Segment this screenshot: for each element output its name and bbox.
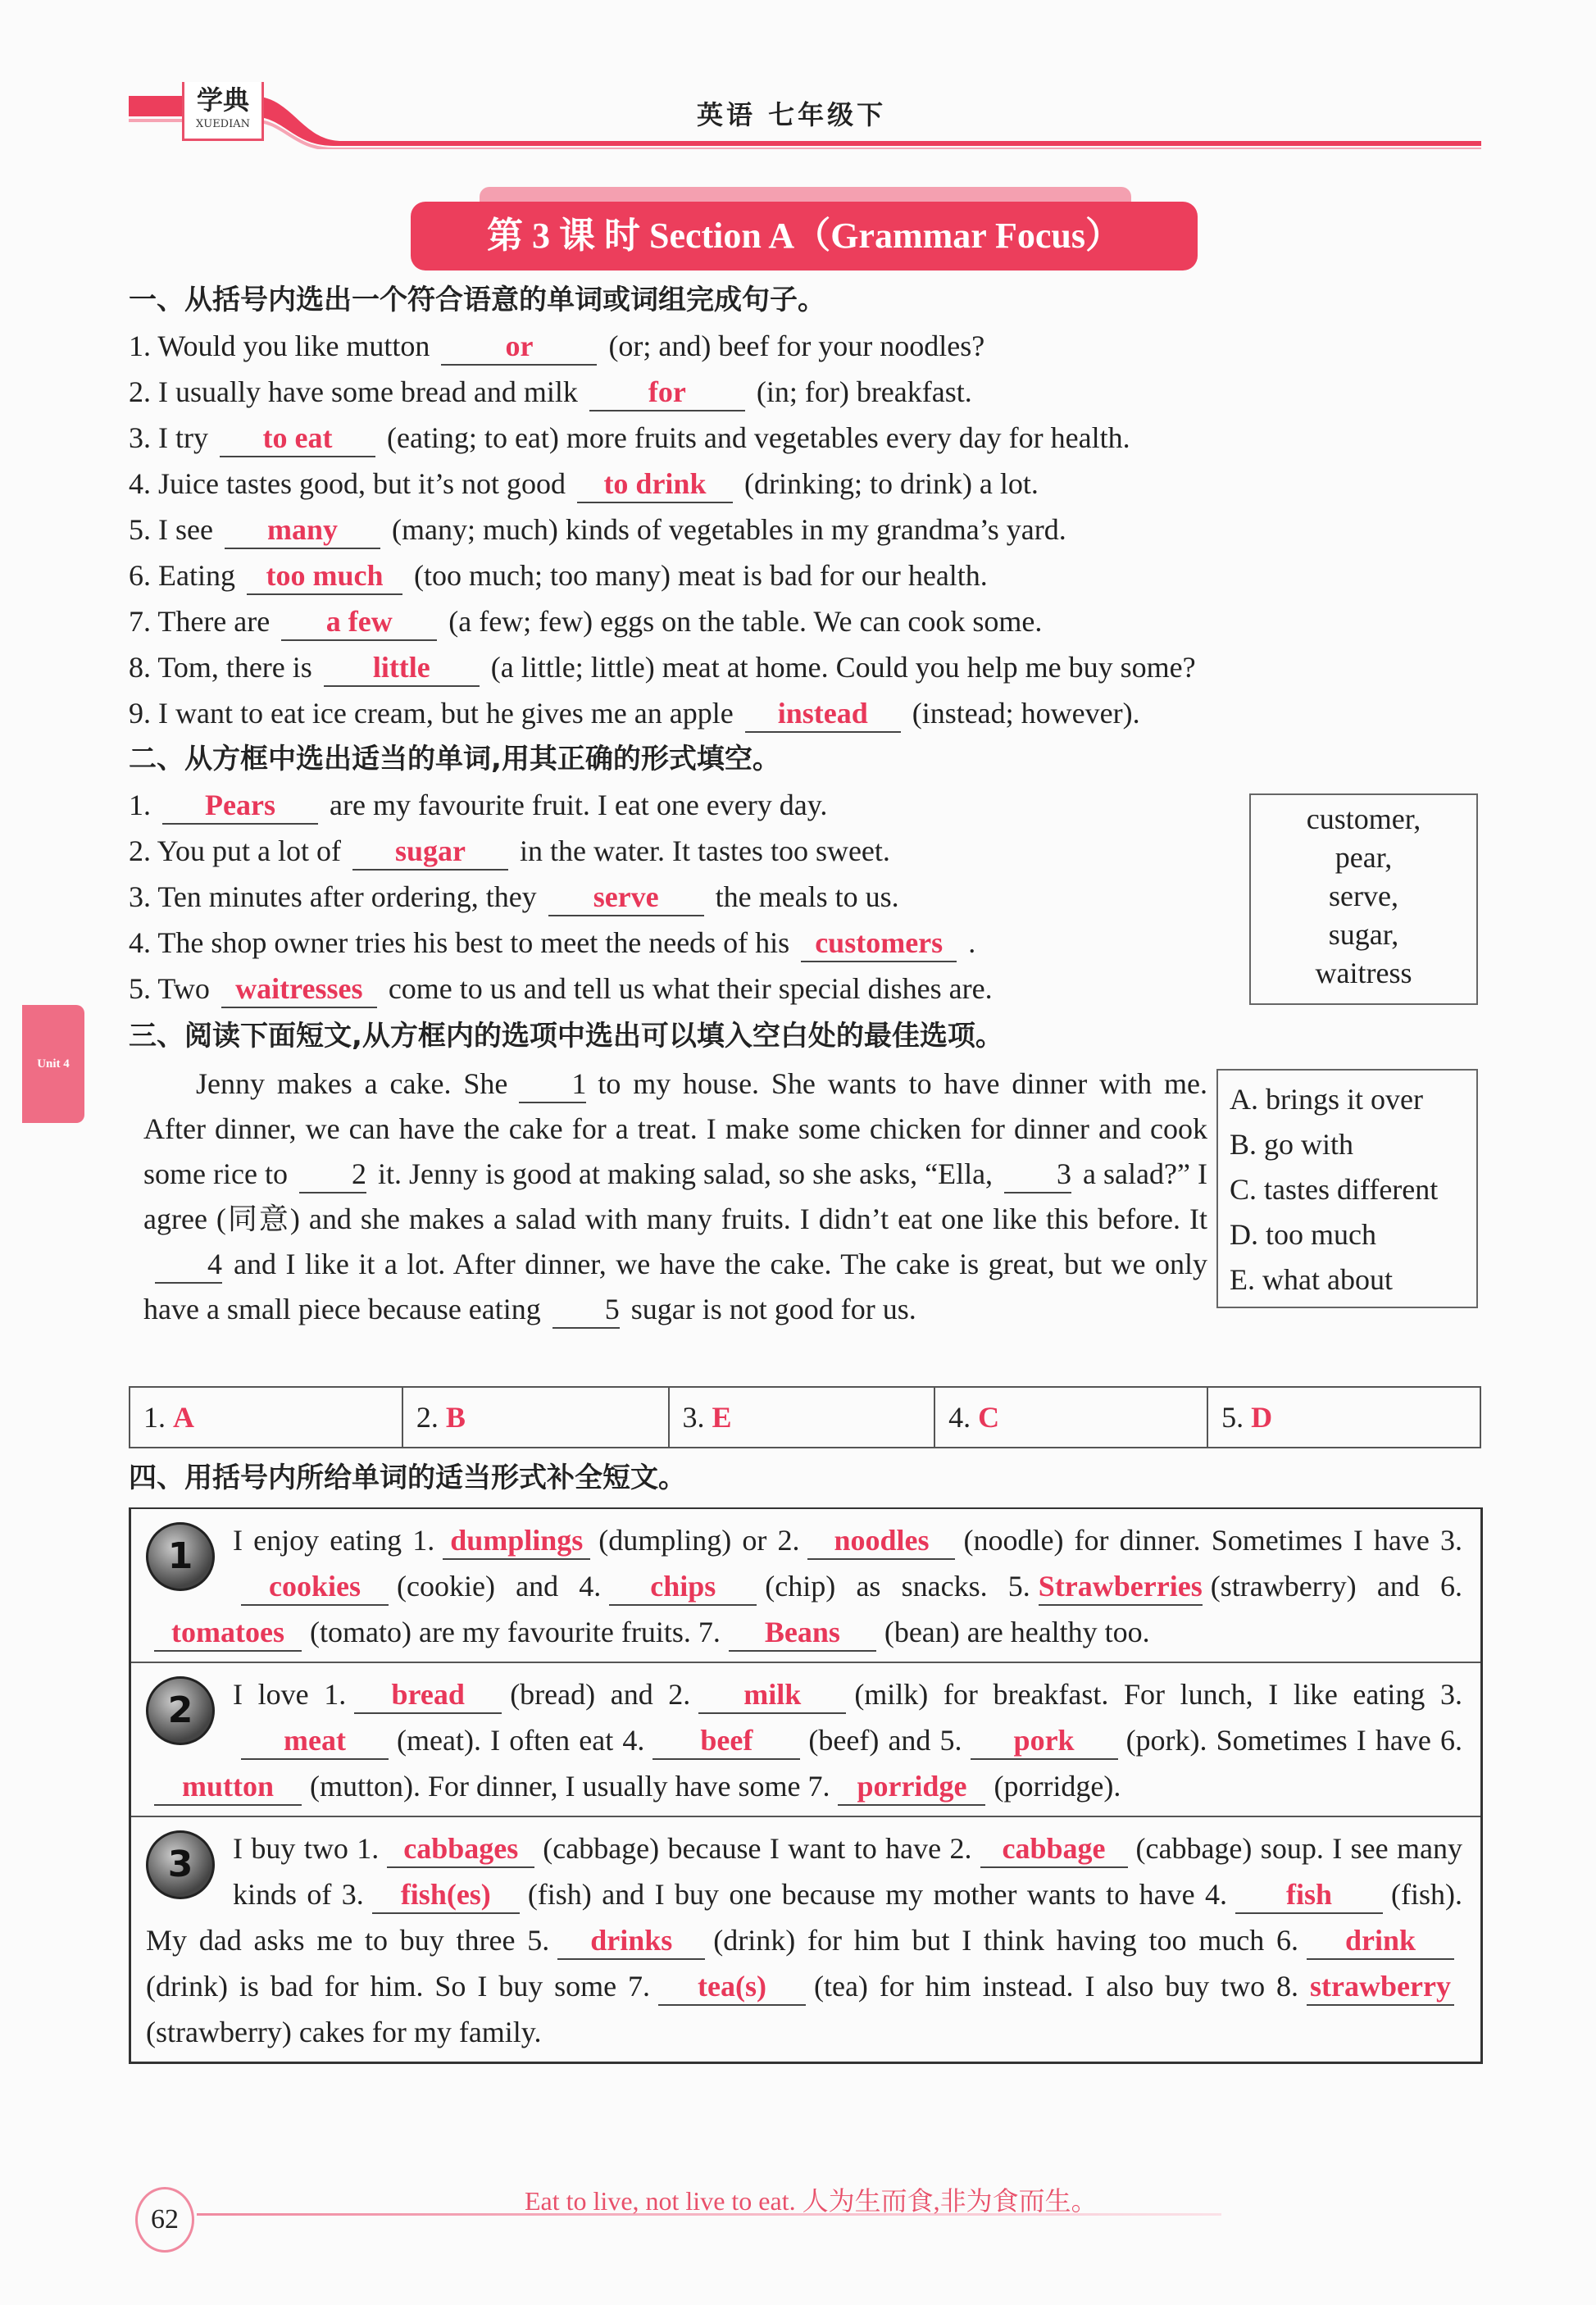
text-segment: 5. Two [129,972,210,1005]
text-segment: . [968,926,976,959]
page-number: 62 [135,2187,194,2253]
word-option: waitress [1315,957,1412,989]
answer-blank: Strawberries [1039,1568,1203,1606]
text-segment: (tomato) are my favourite fruits. 7. [310,1616,721,1648]
answer-cell [402,1387,669,1448]
answer-blank: waitresses [221,971,377,1008]
text-segment: Jenny makes a cake. She [196,1067,508,1100]
text-segment: (bean) are healthy too. [884,1616,1150,1648]
text-segment: (too much; too many) meat is bad for our health. [413,559,988,592]
word-option: pear, [1335,841,1393,874]
logo-subtext: XUEDIAN [195,118,251,130]
text-segment: 2. You put a lot of [129,834,342,867]
answer-blank: milk [698,1676,846,1714]
question-line [129,323,984,369]
logo-text: 学典 [196,84,249,116]
passages-box [129,1507,1483,2064]
answer-blank: chips [609,1568,757,1606]
word-option: customer, [1306,802,1421,835]
text-segment: 8. Tom, there is [129,651,312,684]
answer-number: 4. [948,1401,971,1434]
answer-blank: Beans [729,1614,876,1652]
text-segment: 5. I see [129,513,213,546]
question-line [129,461,1039,507]
section2-heading: 二、从方框中选出适当的单词,用其正确的形式填空。 [129,743,780,775]
question-line [129,507,1066,552]
text-segment: 3. Ten minutes after ordering, they [129,880,537,913]
question-line [129,920,975,966]
question-line [129,782,827,828]
text-segment: 1. [129,789,151,821]
answer-table [129,1386,1481,1448]
answer-letter: C [978,1401,1000,1434]
text-segment: (tea) for him instead. I also buy two 8. [813,1970,1298,2003]
answer-cell [130,1387,402,1448]
text-segment: (fish). My dad asks me to buy three 5. [146,1878,1463,1957]
answer-blank: fish(es) [372,1876,520,1914]
text-segment: (or; and) beef for your noodles? [608,330,985,362]
word-box [1249,793,1478,1005]
text-segment: (noodle) for dinner. Sometimes I have 3. [963,1524,1462,1557]
answer-blank: to drink [577,466,733,503]
word-option: serve, [1329,880,1398,912]
text-segment: (eating; to eat) more fruits and vegetables every day for health. [386,421,1130,454]
text-segment: to my house. She wants to have dinner with me. After dinner, we can have the cake for a treat. I make some chicken for dinner and cook some rice to [143,1067,1207,1190]
answer-blank: too much [247,557,402,595]
text-segment: (pork). Sometimes I have 6. [1125,1724,1462,1757]
answer-letter: D [1251,1401,1273,1434]
answer-blank: customers [801,925,957,962]
answer-blank: instead [745,695,901,733]
text-segment: a salad?” I agree (同意) and she makes a salad with many fruits. I didn’t eat one like this before. It [143,1157,1207,1235]
text-segment: are my favourite fruit. I eat one every day. [330,789,828,821]
text-segment: and I like it a lot. After dinner, we have the cake. The cake is great, but we only have a small piece because eating [143,1248,1207,1325]
text-segment: in the water. It tastes too sweet. [520,834,890,867]
text-segment: (cabbage) because I want to have 2. [543,1832,972,1865]
text-segment: (fish) and I buy one because my mother wants to have 4. [527,1878,1228,1911]
answer-blank: Pears [162,787,318,825]
text-segment: (instead; however). [912,697,1140,730]
answer-blank: little [324,649,480,687]
answer-blank: serve [548,879,704,916]
text-segment: (strawberry) and 6. [1210,1570,1463,1603]
text-segment: 1. Would you like mutton [129,330,430,362]
text-segment: (many; much) kinds of vegetables in my grandma’s yard. [391,513,1066,546]
text-segment: (drink) is bad for him. So I buy some 7. [146,1970,650,2003]
text-segment: sugar is not good for us. [630,1293,916,1325]
text-segment: I enjoy eating 1. [233,1524,435,1557]
answer-blank: porridge [838,1768,985,1806]
text-segment: (drinking; to drink) a lot. [743,467,1039,500]
answer-blank: cabbage [980,1830,1128,1868]
question-line [129,415,1130,461]
question-line [129,369,972,415]
text-segment: 4. The shop owner tries his best to meet the needs of his [129,926,790,959]
answer-cell [934,1387,1207,1448]
unit-tab: Unit 4 [22,1005,84,1123]
question-line [129,552,988,598]
answer-blank: or [441,328,597,366]
text-segment: 4. Juice tastes good, but it’s not good [129,467,566,500]
text-segment: the meals to us. [715,880,899,913]
answer-blank: dumplings [443,1522,590,1560]
text-segment: (meat). I often eat 4. [397,1724,645,1757]
text-segment: I buy two 1. [233,1832,380,1865]
answer-letter: B [445,1401,466,1434]
answer-blank: sugar [352,833,508,871]
question-line [129,828,890,874]
question-line [129,690,1140,736]
text-segment: (dumpling) or 2. [598,1524,800,1557]
answer-blank: noodles [807,1522,955,1560]
passage-block [131,1663,1480,1817]
text-segment: (cookie) and 4. [397,1570,602,1603]
answer-blank: pork [971,1722,1118,1760]
text-segment: 2. I usually have some bread and milk [129,375,578,408]
answer-number: 3. [682,1401,705,1434]
text-segment: 6. Eating [129,559,235,592]
answer-blank: fish [1235,1876,1383,1914]
text-segment: (drink) for him but I think having too much 6. [713,1924,1299,1957]
text-segment: (strawberry) cakes for my family. [146,2016,542,2048]
answer-blank: cookies [241,1568,389,1606]
question-line [129,644,1196,690]
answer-blank: meat [241,1722,389,1760]
text-segment: (in; for) breakfast. [756,375,972,408]
answer-blank: bread [354,1676,502,1714]
subject-grade: 英语 七年级下 [697,99,887,130]
answer-blank: strawberry [1307,1968,1454,2006]
text-segment: (beef) and 5. [808,1724,962,1757]
answer-blank: to eat [220,420,375,457]
text-segment: (mutton). For dinner, I usually have some 7. [310,1770,830,1803]
lesson-title: 第 3 课 时 Section A（Grammar Focus） [411,202,1198,271]
text-segment: (porridge). [994,1770,1121,1803]
answer-blank: many [225,511,380,549]
answer-number: 2. [416,1401,439,1434]
answer-blank: for [589,374,745,411]
number-badge-icon: 1 [146,1522,215,1591]
text-segment: 7. There are [129,605,271,638]
numbered-blank: 1 [519,1066,586,1103]
number-badge-icon: 2 [146,1676,215,1745]
option-d: D. too much [1230,1218,1376,1251]
reading-passage [143,1062,1207,1332]
options-box [1216,1069,1478,1308]
text-segment: (a few; few) eggs on the table. We can cook some. [448,605,1043,638]
answer-letter: E [712,1401,732,1434]
numbered-blank: 5 [552,1291,620,1329]
answer-cell [669,1387,935,1448]
option-c: C. tastes different [1230,1173,1439,1206]
text-segment: it. Jenny is good at making salad, so she asks, “Ella, [377,1157,994,1190]
answer-blank: beef [652,1722,800,1760]
answer-blank: a few [281,603,437,641]
answer-blank: drinks [557,1922,705,1960]
numbered-blank: 3 [1004,1156,1071,1193]
option-e: E. what about [1230,1263,1393,1296]
text-segment: (milk) for breakfast. For lunch, I like eating 3. [854,1678,1462,1711]
text-segment: come to us and tell us what their special dishes are. [388,972,993,1005]
numbered-blank: 4 [155,1246,222,1284]
footer-motto: Eat to live, not live to eat. 人为生而食,非为食而生。 [525,2186,1098,2216]
text-segment: (bread) and 2. [510,1678,691,1711]
text-segment: (cabbage) soup. I see many kinds of 3. [233,1832,1462,1911]
question-line [129,598,1042,644]
answer-blank: tea(s) [658,1968,806,2006]
question-line [129,966,993,1012]
number-badge-icon: 3 [146,1830,215,1899]
answer-number: 5. [1221,1401,1244,1434]
answer-blank: tomatoes [154,1614,302,1652]
section1-heading: 一、从括号内选出一个符合语意的单词或词组完成句子。 [129,284,825,316]
brand-logo [182,82,264,141]
text-segment: I love 1. [233,1678,347,1711]
numbered-blank: 2 [299,1156,366,1193]
text-segment: 3. I try [129,421,208,454]
question-line [129,874,899,920]
answer-blank: mutton [154,1768,302,1806]
section4-heading: 四、用括号内所给单词的适当形式补全短文。 [129,1462,686,1494]
text-segment: 9. I want to eat ice cream, but he gives me an apple [129,697,734,730]
answer-blank: cabbages [387,1830,534,1868]
text-segment: (a little; little) meat at home. Could you help me buy some? [490,651,1196,684]
answer-cell [1207,1387,1480,1448]
answer-number: 1. [143,1401,166,1434]
passage-block [131,1509,1480,1663]
section3-heading: 三、阅读下面短文,从方框内的选项中选出可以填入空白处的最佳选项。 [129,1020,1003,1052]
answer-blank: drink [1307,1922,1454,1960]
word-option: sugar, [1328,918,1399,951]
answer-letter: A [173,1401,194,1434]
passage-block [131,1817,1480,2062]
option-a: A. brings it over [1230,1083,1423,1116]
text-segment: (chip) as snacks. 5. [765,1570,1030,1603]
option-b: B. go with [1230,1128,1354,1161]
